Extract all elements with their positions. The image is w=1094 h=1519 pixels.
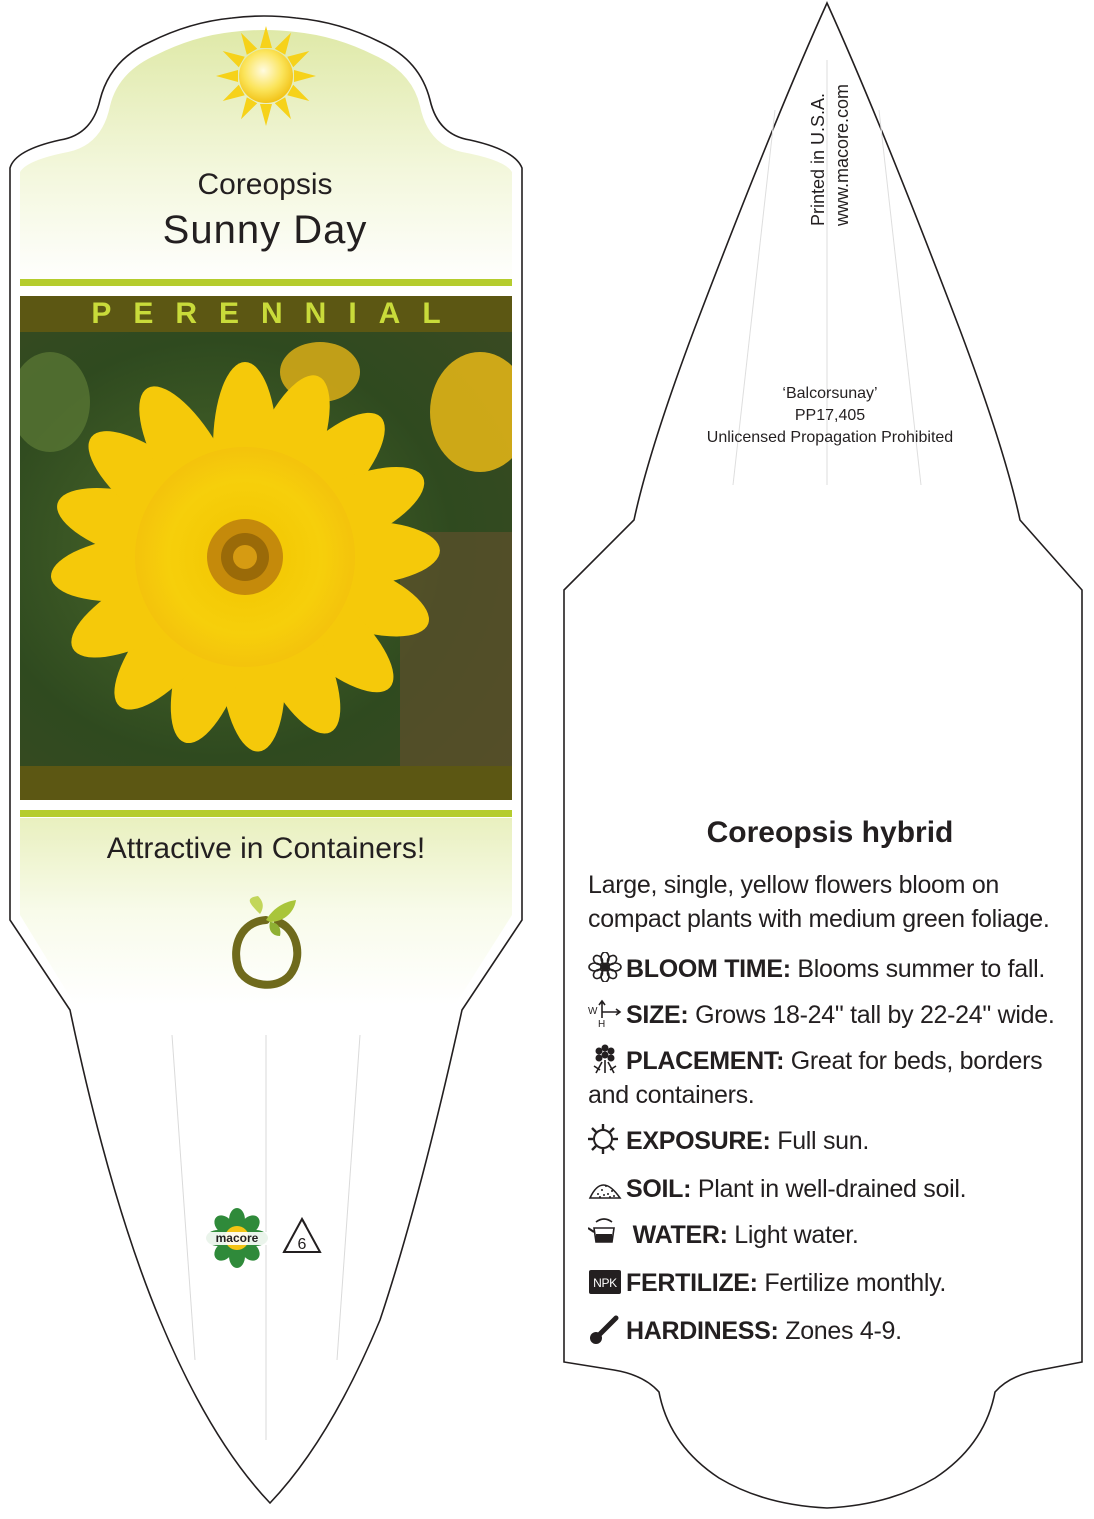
flower-photo [20,332,512,766]
website-text: www.macore.com [832,83,852,226]
npk-icon [588,1266,622,1296]
macore-logo-icon [206,1208,268,1268]
care-row-water: WATER: Light water. [588,1218,1068,1252]
svg-text:W: W [588,1006,598,1017]
svg-text:6: 6 [297,1236,307,1253]
care-row-hardiness: HARDINESS: Zones 4-9. [588,1314,1068,1348]
care-row-fertilize: NPK FERTILIZE: Fertilize monthly. [588,1266,1068,1300]
exposure-sun-icon [588,1124,622,1154]
category-label: PERENNIAL [91,297,463,330]
placement-icon [588,1044,622,1074]
recycle-6-icon [280,1216,324,1258]
description: Large, single, yellow flowers bloom on compact plants with medium green foliage. [588,871,1050,933]
care-row-soil: SOIL: Plant in well-drained soil. [588,1172,1068,1206]
flower-icon [588,952,622,982]
back-title: Coreopsis hybrid [706,816,954,849]
genus-name: Coreopsis [197,168,333,201]
patent-notice: Unlicensed Propagation Prohibited [706,429,954,446]
photo-bottom-band [20,766,512,800]
thermometer-icon [588,1314,622,1344]
printed-in-text: Printed in U.S.A. [808,92,828,226]
care-row-size: W H SIZE: Grows 18-24" tall by 22-24" wide. [588,998,1068,1032]
svg-text:NPK: NPK [593,1276,617,1290]
care-row-bloom-time: BLOOM TIME: Blooms summer to fall. [588,952,1068,986]
care-row-exposure: EXPOSURE: Full sun. [588,1124,1068,1158]
sprout-logo-icon [230,892,302,992]
tagline: Attractive in Containers! [106,832,426,865]
soil-icon [588,1172,622,1202]
svg-text:macore: macore [215,1231,259,1245]
divider-top [20,279,512,286]
patent-number: PP17,405 [794,407,866,424]
sun-icon [216,26,316,126]
watering-can-icon [588,1218,622,1248]
variety-name: ‘Balcorsunay’ [782,385,878,402]
divider-bottom [20,810,512,817]
size-arrows-icon [588,998,622,1028]
care-row-placement: PLACEMENT: Great for beds, borders and containers. [588,1044,1068,1112]
cultivar-name: Sunny Day [162,208,368,252]
svg-text:H: H [598,1019,605,1028]
